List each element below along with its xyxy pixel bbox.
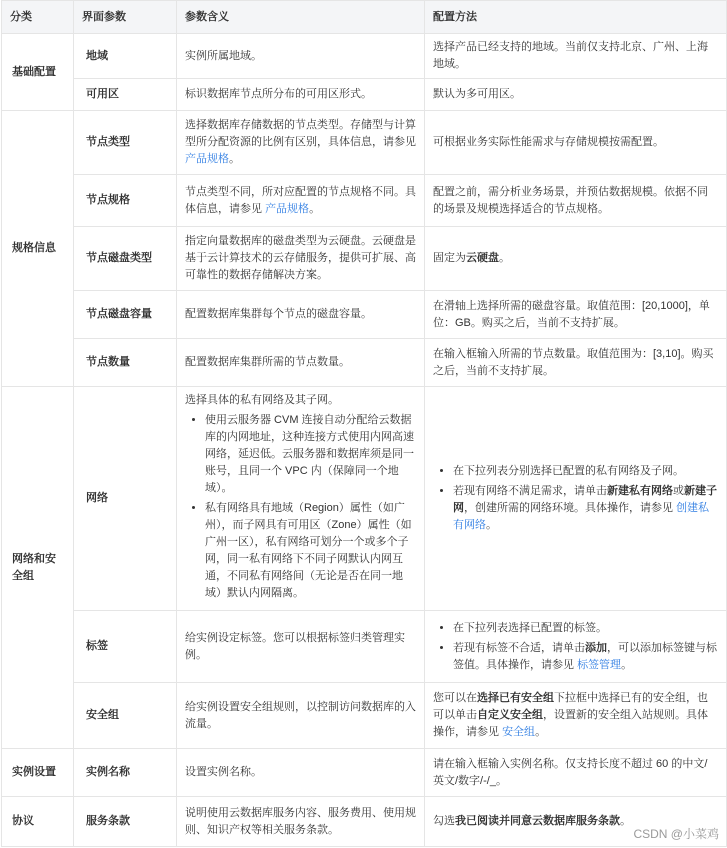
method-end: 。 xyxy=(535,726,547,738)
meaning-tag: 给实例设定标签。您可以根据标签归类管理实例。 xyxy=(177,611,425,683)
meaning-zone: 标识数据库节点所分布的可用区形式。 xyxy=(177,79,425,111)
category-network: 网络和安全组 xyxy=(2,387,74,749)
meaning-list xyxy=(185,412,416,602)
meaning-region: 实例所属地域。 xyxy=(177,34,425,79)
table-row xyxy=(2,797,727,847)
product-spec-link[interactable]: 产品规格 xyxy=(185,153,229,165)
method-text: 若现有网络不满足需求，请单击 xyxy=(453,485,607,497)
tag-manage-link[interactable]: 标签管理 xyxy=(577,658,622,671)
list-item: • 私有网络具有地域（Region）属性（如广州），而子网具有可用区（Zone）属性（如广州一区），私有网络可划分一个或多个子网，同一私有网络下不同子网默认内网互通，不同私有网络间（无论是否在同一地域）默认内网隔离。 xyxy=(205,500,416,602)
method-diskcap: 在滑轴上选择所需的磁盘容量。取值范围：[20,1000]，单位：GB。购买之后，当前不支持扩展。 xyxy=(425,291,727,339)
watermark: CSDN @小菜鸡 xyxy=(633,827,719,841)
security-group-link[interactable]: 安全组 xyxy=(502,726,536,738)
method-text: 您可以在 xyxy=(433,692,477,704)
or-text: 或 xyxy=(673,485,684,497)
meaning-intro: 选择具体的私有网络及其子网。 xyxy=(185,394,339,406)
method-disktype xyxy=(425,227,727,291)
param-nodenum: 节点数量 xyxy=(74,339,177,387)
category-instance: 实例设置 xyxy=(2,749,74,797)
table-row xyxy=(2,749,727,797)
param-zone: 可用区 xyxy=(74,79,177,111)
new-vpc-label: 新建私有网络 xyxy=(607,485,673,497)
category-spec: 规格信息 xyxy=(2,111,74,387)
param-nodetype: 节点类型 xyxy=(74,111,177,175)
table-header-row xyxy=(2,1,727,34)
select-existing-sg-label: 选择已有安全组 xyxy=(477,692,554,704)
meaning-end: 。 xyxy=(309,202,321,215)
meaning-text: 节点类型不同，所对应配置的节点规格不同。具体信息，请参见 xyxy=(185,185,416,215)
table-row xyxy=(2,227,727,291)
header-param: 界面参数 xyxy=(74,1,177,34)
header-method: 配置方法 xyxy=(425,1,727,34)
method-text: 勾选 xyxy=(433,815,455,827)
param-tag: 标签 xyxy=(74,611,177,683)
create-vpc-link[interactable]: 创建私有网络 xyxy=(453,502,710,531)
method-text: 固定为 xyxy=(433,252,466,264)
method-network xyxy=(425,387,727,611)
method-tag xyxy=(425,611,727,683)
param-instname: 实例名称 xyxy=(74,749,177,797)
meaning-nodenum: 配置数据库集群所需的节点数量。 xyxy=(177,339,425,387)
method-end: 。 xyxy=(499,252,510,264)
parameter-table xyxy=(1,0,727,847)
method-nodetype: 可根据业务实际性能需求与存储规模按需配置。 xyxy=(425,111,727,175)
method-nodenum: 在输入框输入所需的节点数量。取值范围为：[3,10]。购买之后，当前不支持扩展。 xyxy=(425,339,727,387)
param-region: 地域 xyxy=(74,34,177,79)
list-item xyxy=(453,640,718,674)
cloud-disk-label: 云硬盘 xyxy=(466,252,499,264)
product-spec-link[interactable]: 产品规格 xyxy=(265,202,310,215)
category-protocol: 协议 xyxy=(2,797,74,847)
agree-terms-label: 我已阅读并同意云数据库服务条款 xyxy=(455,815,620,827)
method-text: 下拉框中选择已有的安全组，也可以单击 xyxy=(433,692,708,721)
method-text: ，可以添加标签键与标签值。具体操作，请参见 xyxy=(453,641,717,671)
table-row xyxy=(2,683,727,749)
method-zone: 默认为多可用区。 xyxy=(425,79,727,111)
table-row xyxy=(2,111,727,175)
new-subnet-label: 新建子网 xyxy=(453,485,717,514)
param-nodespec: 节点规格 xyxy=(74,175,177,227)
table-row xyxy=(2,387,727,611)
meaning-text: 选择数据库存储数据的节点类型。存储型与计算型所分配资源的比例有区别，具体信息，请参见 xyxy=(185,119,416,148)
list-item: • 在下拉列表分别选择已配置的私有网络及子网。 xyxy=(453,463,718,480)
param-secgroup: 安全组 xyxy=(74,683,177,749)
category-basic: 基础配置 xyxy=(2,34,74,111)
method-list xyxy=(433,463,718,534)
method-list xyxy=(433,620,718,674)
meaning-nodespec xyxy=(177,175,425,227)
meaning-disktype: 指定向量数据库的磁盘类型为云硬盘。云硬盘是基于云计算技术的云存储服务，提供可扩展、高可靠性的数据存储解决方案。 xyxy=(177,227,425,291)
list-item: • 在下拉列表选择已配置的标签。 xyxy=(453,620,718,637)
param-network: 网络 xyxy=(74,387,177,611)
method-end: 。 xyxy=(621,658,633,671)
method-secgroup xyxy=(425,683,727,749)
table-row xyxy=(2,79,727,111)
table-row xyxy=(2,611,727,683)
list-item xyxy=(453,483,718,534)
meaning-network xyxy=(177,387,425,611)
header-meaning: 参数含义 xyxy=(177,1,425,34)
meaning-secgroup: 给实例设置安全组规则，以控制访问数据库的入流量。 xyxy=(177,683,425,749)
param-terms: 服务条款 xyxy=(74,797,177,847)
method-end: 。 xyxy=(620,815,631,827)
meaning-terms: 说明使用云数据库服务内容、服务费用、使用规则、知识产权等相关服务条款。 xyxy=(177,797,425,847)
method-text: ，创建所需的网络环境。具体操作，请参见 xyxy=(464,502,677,514)
param-disktype: 节点磁盘类型 xyxy=(74,227,177,291)
list-item: • 使用云服务器 CVM 连接自动分配给云数据库的内网地址，这种连接方式使用内网高速网络，延迟低。云服务器和数据库须是同一账号，且同一个 VPC 内（保障同一个地域）。 xyxy=(205,412,416,497)
method-region: 选择产品已经支持的地域。当前仅支持北京、广州、上海地域。 xyxy=(425,34,727,79)
table-row xyxy=(2,339,727,387)
table-row xyxy=(2,34,727,79)
meaning-instname: 设置实例名称。 xyxy=(177,749,425,797)
table-row xyxy=(2,291,727,339)
param-diskcap: 节点磁盘容量 xyxy=(74,291,177,339)
meaning-end: 。 xyxy=(229,153,240,165)
meaning-diskcap: 配置数据库集群每个节点的磁盘容量。 xyxy=(177,291,425,339)
custom-sg-label: 自定义安全组 xyxy=(477,709,543,721)
method-end: 。 xyxy=(486,519,497,531)
header-category: 分类 xyxy=(2,1,74,34)
method-text: ，设置新的安全组入站规则。具体操作，请参见 xyxy=(433,709,708,738)
add-label: 添加 xyxy=(585,641,607,654)
meaning-nodetype xyxy=(177,111,425,175)
method-instname: 请在输入框输入实例名称。仅支持长度不超过 60 的中文/英文/数字/-/_。 xyxy=(425,749,727,797)
table-row xyxy=(2,175,727,227)
method-text: 若现有标签不合适，请单击 xyxy=(453,641,585,654)
method-nodespec: 配置之前，需分析业务场景，并预估数据规模。依据不同的场景及规模选择适合的节点规格。 xyxy=(425,175,727,227)
